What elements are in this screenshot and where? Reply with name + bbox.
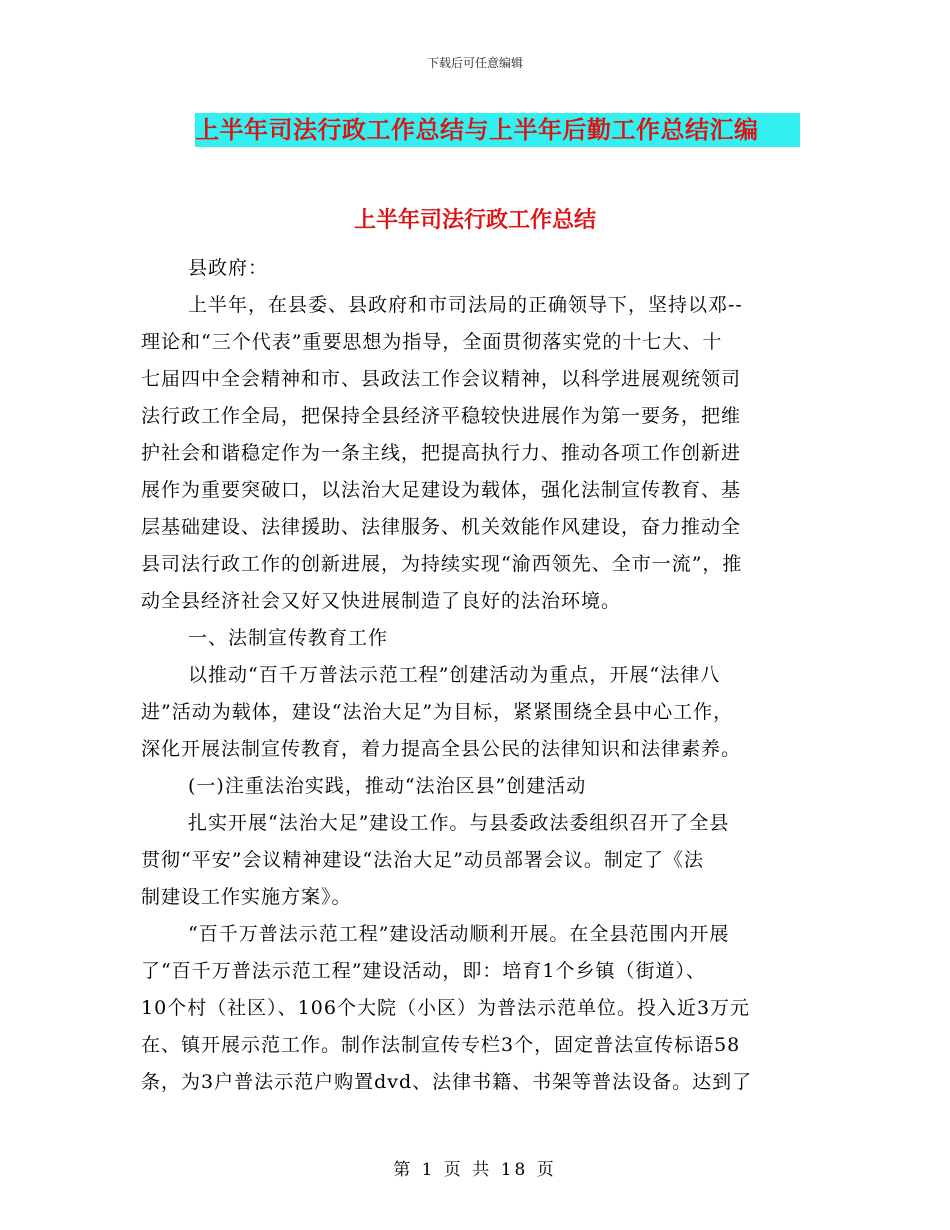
- text-line: 扎实开展“法治大足”建设工作。与县委政法委组织召开了全县: [188, 812, 730, 834]
- text-line: 护社会和谐稳定作为一条主线，把提高执行力、推动各项工作创新进: [141, 442, 742, 464]
- text-line: 七届四中全会精神和市、县政法工作会议精神，以科学进展观统领司: [141, 368, 742, 390]
- text-line: 制建设工作实施方案》。: [141, 886, 352, 908]
- text-line: 上半年，在县委、县政府和市司法局的正确领导下，坚持以邓--: [188, 294, 743, 316]
- section-title: 上半年司法行政工作总结: [353, 208, 596, 233]
- text-line: 县政府：: [188, 257, 269, 279]
- text-line: 以推动“百千万普法示范工程”创建活动为重点，开展“法律八: [188, 664, 721, 686]
- text-line: 县司法行政工作的创新进展，为持续实现“渝西领先、全市一流”，推: [141, 553, 743, 575]
- text-line: 一、法制宣传教育工作: [188, 627, 389, 649]
- text-line: 理论和“三个代表”重要思想为指导，全面贯彻落实党的十七大、十: [141, 331, 723, 353]
- document-main-title: 上半年司法行政工作总结与上半年后勤工作总结汇编: [195, 113, 800, 147]
- text-line: 深化开展法制宣传教育，着力提高全县公民的法律知识和法律素养。: [141, 738, 742, 760]
- text-line: 层基础建设、法律援助、法律服务、机关效能作风建设，奋力推动全: [141, 516, 742, 538]
- text-line: 10个村（社区）、106个大院（小区）为普法示范单位。投入近3万元: [141, 997, 751, 1019]
- text-line: (一)注重法治实践，推动“法治区县”创建活动: [188, 775, 587, 797]
- text-line: 条，为3户普法示范户购置dvd、法律书籍、书架等普法设备。达到了: [141, 1071, 753, 1093]
- page-footer: 第 1 页 共 18 页: [393, 1160, 557, 1180]
- text-line: 动全县经济社会又好又快进展制造了良好的法治环境。: [141, 590, 622, 612]
- text-line: 展作为重要突破口，以法治大足建设为载体，强化法制宣传教育、基: [141, 479, 742, 501]
- text-line: 进”活动为载体，建设“法治大足”为目标，紧紧围绕全县中心工作，: [141, 701, 734, 723]
- text-line: “百千万普法示范工程”建设活动顺利开展。在全县范围内开展: [188, 923, 730, 945]
- text-line: 法行政工作全局，把保持全县经济平稳较快进展作为第一要务，把维: [141, 405, 742, 427]
- text-line: 了“百千万普法示范工程”建设活动，即：培育1个乡镇（街道）、: [141, 960, 707, 982]
- header-note: 下载后可任意编辑: [426, 56, 523, 70]
- text-line: 贯彻“平安”会议精神建设“法治大足”动员部署会议。制定了《法: [141, 849, 704, 871]
- document-body: [141, 250, 811, 1101]
- text-line: 在、镇开展示范工作。制作法制宣传专栏3个，固定普法宣传标语58: [141, 1034, 741, 1056]
